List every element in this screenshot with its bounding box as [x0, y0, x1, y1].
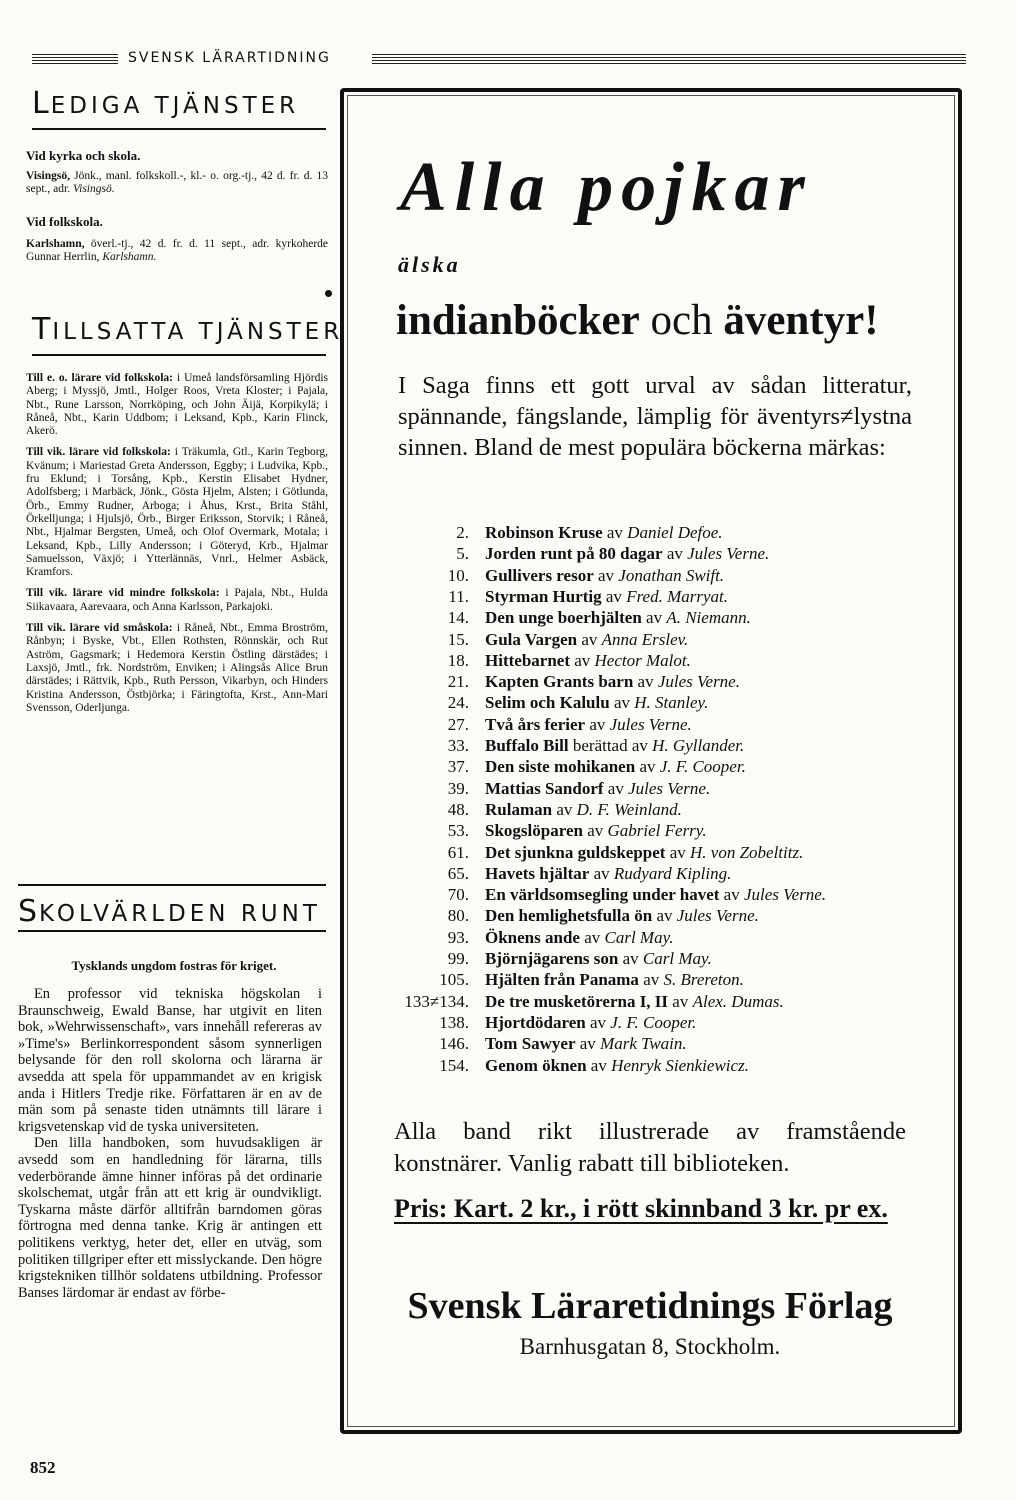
book-author: D. F. Weinland.	[576, 799, 682, 819]
book-title: Det sjunkna guldskeppet	[485, 842, 666, 862]
book-byline: av	[590, 1012, 607, 1032]
book-title: Den siste mohikanen	[485, 757, 636, 777]
book-number: 10.	[447, 565, 469, 585]
book-list-item	[398, 1012, 696, 1033]
book-number: 2.	[456, 523, 469, 542]
book-number: 133≠134.	[404, 991, 469, 1011]
book-author: Fred. Marryat.	[626, 586, 729, 606]
book-number: 53.	[447, 821, 469, 841]
book-author: Jules Verne.	[676, 906, 759, 926]
book-list-item	[398, 820, 707, 841]
book-title: Hjälten från Panama	[485, 970, 639, 990]
book-list-item	[398, 586, 728, 607]
book-byline: av	[606, 523, 623, 542]
appointment-body: i Pajala, Nbt., Hulda Siikavaara, Aarevaara, och Anna Karlsson, Parkajoki.	[26, 587, 328, 613]
book-number: 15.	[447, 629, 469, 649]
book-title: Den hemlighetsfulla ön	[485, 906, 653, 926]
book-author: Anna Erslev.	[601, 629, 689, 649]
book-list-item	[398, 1055, 749, 1076]
book-list-item	[398, 884, 826, 905]
book-list-item	[398, 799, 682, 820]
book-list-item	[398, 714, 692, 735]
book-author: Rudyard Kipling.	[613, 863, 732, 883]
book-author: H. von Zobeltitz.	[690, 842, 804, 862]
book-author: Jonathan Swift.	[618, 565, 725, 585]
book-byline: av	[639, 757, 656, 777]
ad-address: Barnhusgatan 8, Stockholm.	[519, 1334, 781, 1359]
listing-lead: Karlshamn,	[26, 238, 85, 250]
book-author: A. Niemann.	[666, 608, 751, 628]
book-list	[398, 522, 918, 1082]
book-number: 18.	[447, 650, 469, 670]
ad-headline	[396, 296, 879, 345]
heading-initial: L	[32, 86, 51, 121]
book-byline: av	[589, 714, 606, 734]
book-list-item	[398, 650, 691, 671]
book-title: Rulaman	[485, 799, 553, 819]
bullet-dot	[325, 290, 332, 297]
heading-initial: S	[18, 894, 40, 929]
subheading-folkskola: Vid folkskola.	[26, 214, 103, 229]
book-title: Gula Vargen	[485, 629, 578, 649]
appointment-lead: Till vik. lärare vid folkskola:	[26, 446, 171, 459]
book-list-item	[398, 671, 740, 692]
book-author: Jules Verne.	[628, 778, 711, 798]
book-author: J. F. Cooper.	[659, 757, 746, 777]
subheading-kyrka-skola: Vid kyrka och skola.	[26, 148, 141, 163]
ad-intro: I Saga finns ett gott urval av sådan litteratur, spännande, fängslande, lämplig för äventyrs≠lystna sinnen. Bland de mest populära böckerna märkas:	[398, 372, 912, 461]
book-number: 138.	[439, 1012, 469, 1032]
book-author: Mark Twain.	[600, 1034, 687, 1054]
book-author: Daniel Defoe.	[627, 523, 723, 542]
book-title: Styrman Hurtig	[485, 586, 602, 606]
book-number: 27.	[447, 714, 469, 734]
book-byline: av	[581, 629, 598, 649]
book-author: Jules Verne.	[743, 885, 827, 905]
book-byline: av	[666, 544, 683, 564]
book-byline: av	[556, 799, 573, 819]
running-title: SVENSK LÄRARTIDNING	[128, 50, 331, 66]
article-paragraph: En professor vid tekniska högskolan i Braunschweig, Ewald Banse, har utgivit en liten bok, »Wehrwissenschaft», vars innehåll refereras av »Time's» Berlinkorrespondent såsom synnerligen belysande för den roll skolorna och lärarna är avsedda att spela för uppammandet av en krigisk anda i Hitlers Tredje rike. Författaren är en av de män som på senaste tiden utnämnts till lärare i krigsvetenskap vid de tyska universiteten.	[18, 986, 322, 1135]
book-author: H. Stanley.	[634, 693, 709, 713]
heading-rest: EDIGA TJÄNSTER	[50, 93, 300, 119]
book-byline: av	[574, 650, 591, 670]
book-number: 39.	[447, 778, 469, 798]
listing-karlshamn	[26, 238, 328, 265]
book-byline: av	[593, 863, 610, 883]
book-list-item	[398, 607, 751, 628]
book-byline: av	[672, 991, 689, 1011]
article-body	[18, 986, 322, 1301]
book-title: Havets hjältar	[485, 863, 590, 883]
ad-publisher: Svensk Läraretidnings Förlag	[407, 1285, 893, 1327]
book-title: Gullivers resor	[485, 565, 594, 585]
book-author: Alex. Dumas.	[692, 991, 784, 1011]
ad-illustrated-note: Alla band rikt illustrerade av framstående konstnärer. Vanlig rabatt till biblioteken.	[394, 1118, 906, 1177]
book-author: Jules Verne.	[657, 672, 740, 692]
book-number: 146.	[439, 1034, 469, 1054]
book-list-item	[398, 735, 744, 756]
header-rule-left	[32, 54, 118, 64]
book-title: Mattias Sandorf	[485, 778, 604, 798]
listing-visingso	[26, 170, 328, 197]
appointment-paragraph	[26, 622, 328, 715]
book-author: J. F. Cooper.	[610, 1012, 697, 1032]
ad-price: Pris: Kart. 2 kr., i rött skinnband 3 kr. pr ex.	[394, 1194, 888, 1223]
book-author: Jules Verne.	[609, 714, 692, 734]
book-author: Gabriel Ferry.	[607, 821, 707, 841]
ad-headline-word: indianböcker	[396, 297, 640, 344]
ad-title: Alla pojkar	[400, 149, 813, 226]
appointment-paragraph	[26, 587, 328, 614]
book-title: Två års ferier	[485, 714, 586, 734]
book-author: Jules Verne.	[687, 544, 770, 564]
book-number: 99.	[447, 949, 469, 968]
book-title: Den unge boerhjälten	[485, 608, 642, 628]
book-list-item	[398, 927, 673, 948]
book-byline: av	[646, 608, 663, 628]
listing-body: överl.-tj., 42 d. fr. d. 11 sept., adr. kyrkoherde Gunnar Herrlin,	[26, 238, 329, 264]
book-number: 48.	[447, 799, 469, 819]
book-list-item	[398, 629, 688, 650]
book-byline: av	[643, 970, 660, 990]
book-author: Hector Malot.	[594, 650, 691, 670]
book-number: 14.	[447, 608, 469, 628]
book-title: Öknens ande	[485, 927, 580, 947]
page-number: 852	[30, 1458, 56, 1477]
book-number: 70.	[447, 885, 469, 905]
appointment-lead: Till vik. lärare vid mindre folkskola:	[26, 587, 220, 600]
book-number: 61.	[447, 842, 469, 862]
book-title: Jorden runt på 80 dagar	[485, 544, 663, 564]
book-list-item	[398, 842, 803, 863]
ad-subtitle: älska	[398, 252, 461, 277]
section-heading-tillsatta	[32, 312, 344, 356]
appointment-paragraph	[26, 372, 328, 438]
book-number: 33.	[447, 736, 469, 755]
book-byline: av	[590, 1055, 607, 1075]
article-title: Tysklands ungdom fostras för kriget.	[71, 958, 277, 973]
book-byline: berättad av	[572, 736, 648, 755]
book-author: S. Brereton.	[663, 970, 744, 990]
book-list-item	[398, 969, 744, 990]
book-number: 93.	[447, 927, 469, 947]
book-number: 80.	[447, 906, 469, 926]
book-title: En världsomsegling under havet	[485, 885, 720, 905]
book-list-item	[398, 948, 712, 969]
book-list-item	[398, 905, 759, 926]
appointment-body: i Umeå landsförsamling Hjördis Aberg; i Myssjö, Jmtl., Holger Roos, Vreta Kloster; i Pajala, Nbt., Rune Larsson, Norrköping, och John Äijä, Korpikylä; i Råneå, Nbt., Karin Uddbom; i Leksand, Kpb., Karin Flinck, Akerö.	[26, 372, 328, 438]
heading-rest: KOLVÄRLDEN RUNT	[39, 901, 321, 927]
book-byline: av	[637, 672, 654, 692]
heading-rest: ILLSATTA TJÄNSTER	[52, 319, 344, 345]
appointment-body: i Råneå, Nbt., Emma Broström, Rånbyn; i Byske, Vbt., Ellen Rothsten, Rönnskär, och Rut Aström, Gagsmark; i Hedemora Kerstin Östling därstädes; i Laxsjö, Jmtl., frk. Nordström, Enviken; i Alingsås Alice Brun därstädes; i Rättvik, Kpb., Ruth Persson, Vikarbyn, och Hinders Kristina Andersson, Östbjörka; i Färingtofta, Krst., Ann-Mari Svensson, Oderljunga.	[26, 622, 328, 714]
book-title: Kapten Grants barn	[485, 672, 634, 692]
book-list-item	[398, 1033, 687, 1054]
book-title: Selim och Kalulu	[485, 693, 610, 713]
book-list-item	[398, 756, 746, 777]
book-title: Skogslöparen	[485, 821, 583, 841]
heading-initial: T	[32, 312, 53, 347]
book-title: Hjortdödaren	[485, 1012, 586, 1032]
book-number: 21.	[447, 672, 469, 692]
ad-headline-word: äventyr!	[723, 297, 879, 344]
book-number: 5.	[456, 544, 469, 564]
book-byline: av	[605, 586, 622, 606]
book-list-item	[398, 565, 724, 586]
book-list-item	[398, 543, 769, 564]
book-list-item	[398, 863, 731, 884]
book-title: Buffalo Bill	[485, 736, 569, 755]
appointment-lead: Till vik. lärare vid småskola:	[26, 622, 173, 635]
listing-place: Visingsö.	[72, 183, 115, 196]
appointment-body: i Träkumla, Gtl., Karin Tegborg, Kvänum; i Mariestad Greta Andersson, Eggby; i Ludvika, Kpb., fru Eklund; i Torsång, Kpb., Kerstin Elisabet Hydner, Adolfsberg; i Marbäck, Jönk., Gösta Hjelm, Alsten; i Götlunda, Örb., Emmy Rudner, Arboga; i Åhus, Krst., Brita Ståhl, Örkelljunga; i Hjulsjö, Örb., Birger Eriksson, Storvik; i Råneå, Nbt., Hjalmar Bergsten, Umeå, och Olof Overmark, Motala; i Leksand, Kpb., Lilly Andersson; i Göteryd, Krb., Hjalmar Samuelsson, Växjö; i Ytterlännäs, Vnrl., Helmer Asbäck, Kramfors.	[26, 446, 329, 579]
ad-headline-word: och	[650, 297, 713, 344]
book-byline: av	[613, 693, 630, 713]
book-author: Carl May.	[604, 927, 674, 947]
book-title: Hittebarnet	[485, 650, 570, 670]
appointment-paragraph	[26, 446, 328, 579]
book-number: 154.	[439, 1055, 469, 1075]
book-byline: av	[587, 821, 604, 841]
appointment-lead: Till e. o. lärare vid folkskola:	[26, 372, 174, 384]
book-byline: av	[669, 842, 686, 862]
header-rule-right	[372, 54, 966, 64]
book-byline: av	[584, 927, 601, 947]
book-title: Björnjägarens son	[485, 949, 619, 968]
book-title: De tre musketörerna I, II	[485, 991, 669, 1011]
listing-lead: Visingsö,	[26, 170, 70, 182]
book-number: 37.	[447, 757, 469, 777]
book-author: H. Gyllander.	[652, 736, 745, 755]
book-title: Genom öknen	[485, 1055, 587, 1075]
book-number: 11.	[448, 586, 469, 606]
book-author: Henryk Sienkiewicz.	[611, 1055, 749, 1075]
listing-body: Jönk., manl. folkskoll.-, kl.- o. org.-tj., 42 d. fr. d. 13 sept., adr.	[26, 170, 328, 196]
section-heading-skolvarlden	[18, 884, 326, 932]
book-title: Robinson Kruse	[485, 523, 603, 542]
book-title: Tom Sawyer	[485, 1034, 576, 1054]
appointments-text	[26, 372, 328, 715]
article-paragraph: Den lilla handboken, som huvudsakligen är avsedd som en handledning för lärarna, tills vederbörande ämne hinner införas på det ordinarie skolschemat, utgår från att ett krig är oundvikligt. Tyskarna måste därför alltifrån barndomen göras förtrogna med denna tanke. Krig är antingen ett politikens verktyg, heter det, eller en utväg, som politiken tillgriper efter ett misslyckande. Den högre krigstekniken tillhör soldatens utbildning. Professor Banses lärdomar är endast av förbe-	[18, 1135, 322, 1301]
book-byline: av	[656, 906, 673, 926]
book-number: 24.	[447, 693, 469, 713]
book-list-item	[398, 778, 710, 799]
book-byline: av	[579, 1034, 596, 1054]
book-byline: av	[723, 885, 740, 905]
book-number: 65.	[447, 863, 469, 883]
book-byline: av	[598, 565, 615, 585]
book-number: 105.	[439, 970, 469, 990]
book-list-item	[398, 692, 708, 713]
section-heading-lediga	[32, 86, 326, 130]
book-byline: av	[622, 949, 639, 968]
book-author: Carl May.	[642, 949, 712, 968]
listing-place: Karlshamn.	[102, 251, 157, 264]
book-list-item	[398, 522, 723, 543]
book-byline: av	[607, 778, 624, 798]
book-list-item	[398, 991, 784, 1012]
